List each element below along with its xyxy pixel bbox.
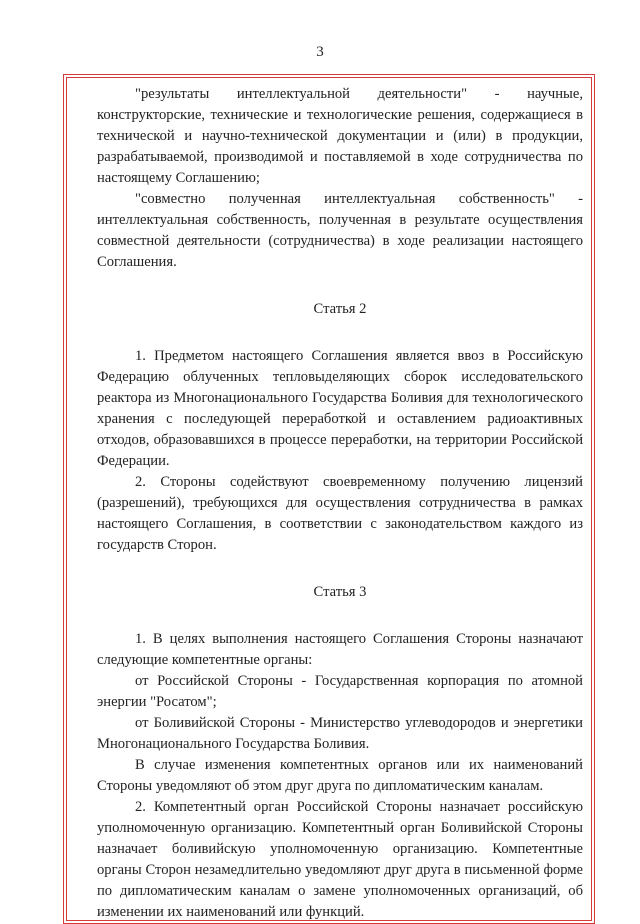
article-3-paragraph: 1. В целях выполнения настоящего Соглашения Стороны назначают следующие компетентные органы: bbox=[97, 631, 583, 668]
article-2-heading: Статья 2 bbox=[313, 301, 367, 317]
article-2-paragraph: 1. Предметом настоящего Соглашения является ввоз в Российскую Федерацию облученных тепловыделяющих сборок исследовательского реактора из Многонационального Государства Боливия для технологического хранения с последующей переработкой и оставлением радиоактивных отходов, образовавшихся в процессе переработки, на территории Российской Федерации. bbox=[97, 348, 583, 469]
article-3-paragraph: В случае изменения компетентных органов или их наименований Стороны уведомляют об этом друг друга по дипломатическим каналам. bbox=[97, 757, 583, 794]
article-3-heading: Статья 3 bbox=[313, 584, 367, 600]
page-number: 3 bbox=[316, 44, 324, 60]
article-2-paragraph: 2. Стороны содействуют своевременному получению лицензий (разрешений), требующихся для осуществления сотрудничества в рамках настоящего Соглашения, в соответствии с законодательством каждого из государств Сторон. bbox=[97, 474, 583, 553]
definition-paragraph: "совместно полученная интеллектуальная собственность" - интеллектуальная собственность, полученная в результате осуществления совместной деятельности (сотрудничества) в ходе реализации настоящего Соглашения. bbox=[97, 191, 583, 270]
article-3-paragraph: от Российской Стороны - Государственная корпорация по атомной энергии "Росатом"; bbox=[97, 673, 583, 710]
article-3-paragraph: 2. Компетентный орган Российской Стороны назначает российскую уполномоченную организацию. Компетентный орган Боливийской Стороны назначает боливийскую уполномоченную организацию. Компетентные органы Сторон незамедлительно уведомляют друг друга в письменной форме по дипломатическим каналам о замене уполномоченных организаций, об изменении их наименований или функций. bbox=[97, 799, 583, 920]
definition-paragraph: "результаты интеллектуальной деятельности" - научные, конструкторские, технические и технологические решения, содержащиеся в технической и научно-технической документации и (или) в продукции, разрабатываемой, производимой и поставляемой в ходе сотрудничества по настоящему Соглашению; bbox=[97, 86, 583, 186]
article-3-paragraph: от Боливийской Стороны - Министерство углеводородов и энергетики Многонационального Государства Боливия. bbox=[97, 715, 583, 752]
document-body bbox=[97, 84, 583, 923]
